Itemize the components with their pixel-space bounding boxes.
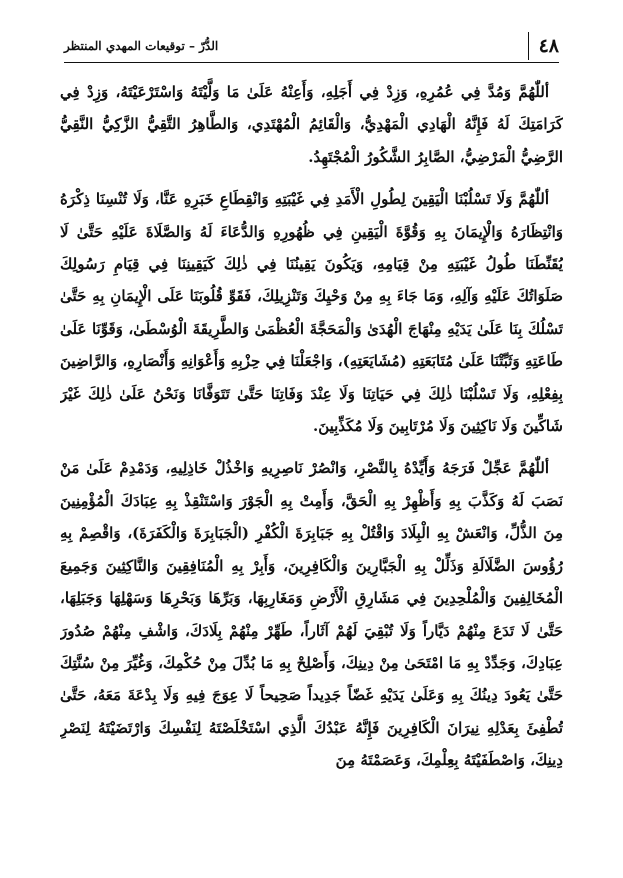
paragraph: أللّٰهُمَّ وَمُدَّ فِي عُمُرِهِ، وَزِدْ فِي أَجَلِهِ، وَأَعِنْهُ عَلَىٰ مَا وَلَّيْتَهُ وَاسْتَرْعَيْتَهُ، وَزِدْ فِي كَرَامَتِكَ لَهُ فَإِنَّهُ الْهَادِي الْمَهْدِيُّ، وَالْقَائِمُ الْمُهْتَدِي، وَالطَّاهِرُ التَّقِيُّ الزَّكِيُّ النَّقِيُّ الرَّضِيُّ الْمَرْضِيُّ، الصَّابِرُ الشَّكُورُ الْمُجْتَهِدُ.: [60, 83, 563, 166]
paragraph: أللّٰهُمَّ عَجِّلْ فَرَجَهُ وَأَيِّدْهُ بِالنَّصْرِ، وَانْصُرْ نَاصِرِيهِ وَاخْذُلْ خَاذِلِيهِ، وَدَمْدِمْ عَلَىٰ مَنْ نَصَبَ لَهُ وَكَذَّبَ بِهِ وَأَظْهِرْ بِهِ الْحَقَّ، وَأَمِتْ بِهِ الْجَوْرَ وَاسْتَنْقِذْ بِهِ عِبَادَكَ الْمُؤْمِنِينَ مِنَ الذُّلِّ، وَانْعَشْ بِهِ الْبِلَادَ وَاقْتُلْ بِهِ جَبَابِرَةَ الْكُفْرِ (الْجَبَابِرَةَ وَالْكَفَرَةَ)، وَاقْصِمْ بِهِ رُؤُوسَ الضَّلَالَةِ وَذَلِّلْ بِهِ الْجَبَّارِينَ وَالْكَافِرِينَ، وَأَبِرْ بِهِ الْمُنَافِقِينَ وَالنَّاكِثِينَ وَجَمِيعَ الْمُخَالِفِينَ وَالْمُلْحِدِينَ فِي مَشَارِقِ الْأَرْضِ وَمَغَارِبِهَا، وَبَرِّهَا وَبَحْرِهَا وَسَهْلِهَا وَجَبَلِهَا، حَتَّىٰ لَا تَدَعَ مِنْهُمْ دَيَّاراً وَلَا تُبْقِيَ لَهُمْ آثَاراً، طَهِّرْ مِنْهُمْ بِلَادَكَ، وَاشْفِ مِنْهُمْ صُدُورَ عِبَادِكَ، وَجَدِّدْ بِهِ مَا امْتَحَىٰ مِنْ دِينِكَ، وَأَصْلِحْ بِهِ مَا بُدِّلَ مِنْ حُكْمِكَ، وَغُيِّرَ مِنْ سُنَّتِكَ حَتَّىٰ يَعُودَ دِينُكَ بِهِ وَعَلَىٰ يَدَيْهِ غَضّاً جَدِيداً صَحِيحاً لَا عِوَجَ فِيهِ وَلَا بِدْعَةَ مَعَهُ، حَتَّىٰ تُطْفِئَ بِعَدْلِهِ نِيرَانَ الْكَافِرِينَ فَإِنَّهُ عَبْدُكَ الَّذِي اسْتَخْلَصْتَهُ لِنَفْسِكَ وَارْتَضَيْتَهُ لِنَصْرِ دِينِكَ، وَاصْطَفَيْتَهُ بِعِلْمِكَ، وَعَصَمْتَهُ مِنَ: [60, 459, 563, 770]
header-divider: [528, 32, 529, 60]
header-underline: [64, 62, 559, 63]
running-title: الدُّرّ – توقيعات المهدي المنتظر: [64, 39, 219, 53]
body-text: [60, 76, 563, 864]
paragraph: أللّٰهُمَّ وَلَا تَسْلُبْنَا الْيَقِينَ لِطُولِ الْأَمَدِ فِي غَيْبَتِهِ وَانْقِطَاعِ خَبَرِهِ عَنَّا، وَلَا تُنْسِنَا ذِكْرَهُ وَانْتِظَارَهُ وَالْإِيمَانَ بِهِ وَقُوَّةَ الْيَقِينِ فِي ظُهُورِهِ وَالدُّعَاءَ لَهُ وَالصَّلَاةَ عَلَيْهِ حَتَّىٰ لَا يُقَنِّطَنَا طُولُ غَيْبَتِهِ مِنْ قِيَامِهِ، وَيَكُونَ يَقِينُنَا فِي ذٰلِكَ كَيَقِينِنَا فِي قِيَامِ رَسُولِكَ صَلَوَاتُكَ عَلَيْهِ وَآلِهِ، وَمَا جَاءَ بِهِ مِنْ وَحْيِكَ وَتَنْزِيلِكَ، فَقَوِّ قُلُوبَنَا عَلَى الْإِيمَانِ بِهِ حَتَّىٰ تَسْلُكَ بِنَا عَلَىٰ يَدَيْهِ مِنْهَاجَ الْهُدَىٰ وَالْمَحَجَّةَ الْعُظْمَىٰ وَالطَّرِيقَةَ الْوُسْطَىٰ، وَقَوِّنَا عَلَىٰ طَاعَتِهِ وَثَبِّتْنَا عَلَىٰ مُتَابَعَتِهِ (مُشَايَعَتِهِ)، وَاجْعَلْنَا فِي حِزْبِهِ وَأَعْوَانِهِ وَأَنْصَارِهِ، وَالرَّاضِينَ بِفِعْلِهِ، وَلَا تَسْلُبْنَا ذٰلِكَ فِي حَيَاتِنَا وَلَا عِنْدَ وَفَاتِنَا حَتَّىٰ تَتَوَفَّانَا وَنَحْنُ عَلَىٰ ذٰلِكَ غَيْرَ شَاكِّينَ وَلَا نَاكِثِينَ وَلَا مُرْتَابِينَ وَلَا مُكَذِّبِينَ.: [60, 190, 563, 436]
page-number: ٤٨: [538, 35, 559, 57]
page-header: [64, 32, 559, 60]
